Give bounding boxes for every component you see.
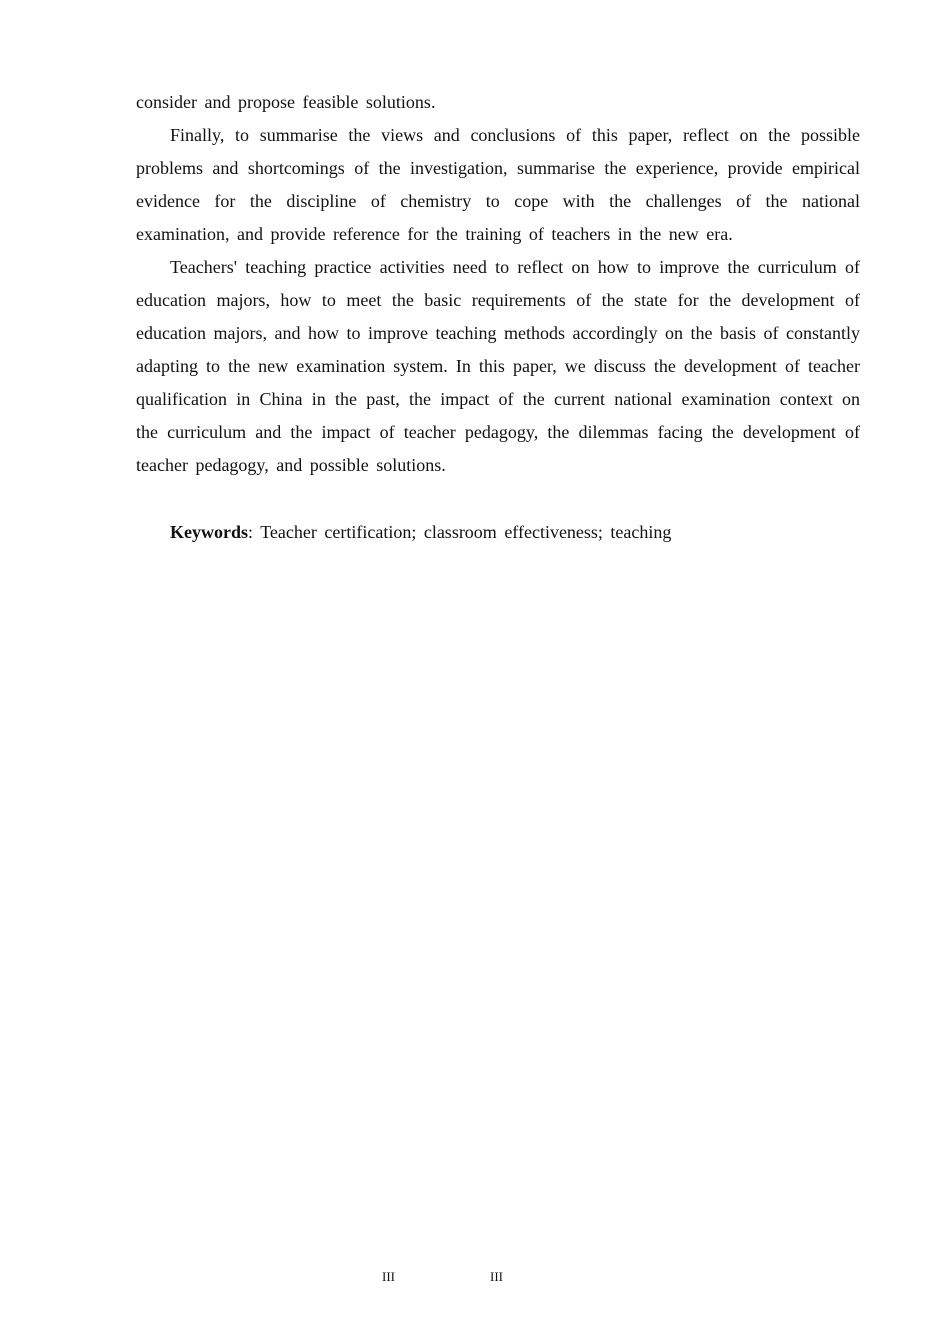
paragraph-continuation: consider and propose feasible solutions. — [136, 92, 436, 112]
document-body — [136, 86, 860, 549]
keywords-label: Keywords — [170, 522, 248, 542]
paragraph-conclusion: Finally, to summarise the views and conclusions of this paper, reflect on the possible problems and shortcomings of the investigation, summarise the experience, provide empirical evidence for the discipline of chemistry to cope with the challenges of the national examination, and provide reference for the training of teachers in the new era. — [136, 125, 860, 244]
paragraph-teaching-practice: Teachers' teaching practice activities need to reflect on how to improve the curriculum of education majors, how to meet the basic requirements of the state for the development of education majors, and how to improve teaching methods accordingly on the basis of constantly adapting to the new examination system. In this paper, we discuss the development of teacher qualification in China in the past, the impact of the current national examination context on the curriculum and the impact of teacher pedagogy, the dilemmas facing the development of teacher pedagogy, and possible solutions. — [136, 257, 860, 475]
page-number: III — [382, 1269, 395, 1284]
keywords-value: Teacher certification; classroom effectiveness; teaching — [260, 522, 672, 542]
keywords-line — [136, 516, 860, 549]
keywords-separator: : — [248, 522, 261, 542]
page-number-duplicate: III — [490, 1269, 503, 1284]
